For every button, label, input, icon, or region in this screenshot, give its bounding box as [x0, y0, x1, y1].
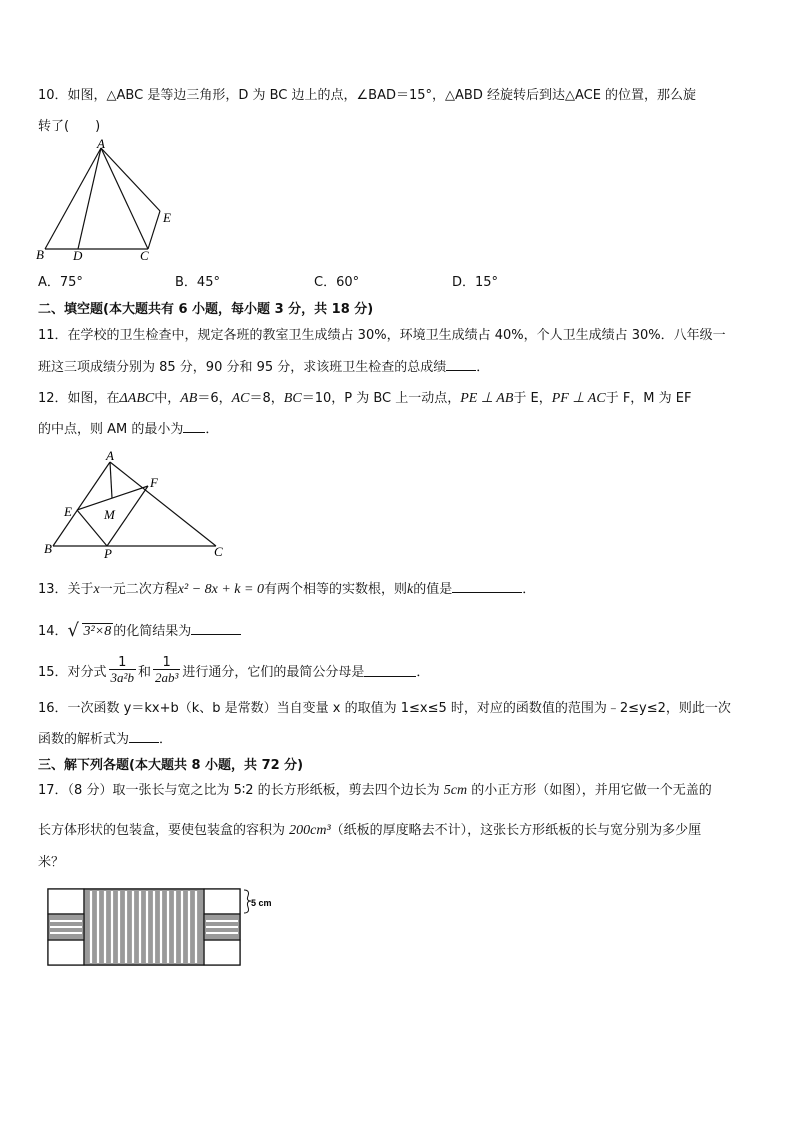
q14-answer-blank[interactable]	[191, 622, 241, 635]
q15-den1: 3a²b	[110, 670, 134, 685]
q17-dimension-label: 5 cm	[251, 898, 272, 908]
q12-t5: ＝6，	[197, 391, 232, 406]
q15-t2: 和	[137, 664, 151, 680]
q16-line2	[38, 728, 172, 747]
section-2-heading: 二、填空题(本大题共有 6 小题，每小题 3 分，共 18 分)	[38, 302, 374, 317]
q12-label-c: C	[214, 544, 223, 559]
q13-line	[38, 578, 535, 598]
section-3-heading: 三、解下列各题(本大题共 8 小题，共 72 分)	[38, 758, 304, 773]
q14-t1: 14．	[38, 624, 68, 639]
q15-answer-blank[interactable]	[364, 664, 416, 677]
q11-line2	[38, 356, 489, 375]
q12-t1: 12．如图，在	[38, 391, 120, 406]
q10-label-d: D	[73, 248, 83, 263]
q12-t7: ＝8，	[249, 391, 284, 406]
q15-fraction-1	[109, 656, 136, 684]
q16-text: 函数的解析式为	[38, 732, 130, 747]
q12-t8: BC	[283, 391, 302, 406]
q13-t5: k	[406, 582, 414, 597]
sqrt-symbol: √ 3²×8	[67, 620, 112, 641]
q12-label-f: F	[150, 475, 158, 490]
q10-label-a: A	[97, 138, 105, 151]
q17-figure	[44, 886, 280, 968]
q12-figure	[36, 448, 236, 563]
q12-label-e: E	[64, 504, 72, 519]
q13-t6: 的值是	[413, 582, 453, 597]
q14-line	[38, 620, 241, 640]
q12-end: ．	[205, 422, 219, 437]
q15-line	[38, 650, 429, 690]
q10-label-e: E	[163, 210, 171, 225]
q16-line1: 16．一次函数 y＝kx+b（k、b 是常数）当自变量 x 的取值为 1≤x≤5 时，对应的函数值的范围为﹣2≤y≤2，则此一次	[38, 701, 731, 716]
q17-cm: 5cm	[443, 783, 468, 798]
q16-answer-blank[interactable]	[129, 730, 159, 743]
q15-num1: 1	[118, 655, 127, 670]
q11-answer-blank[interactable]	[446, 358, 476, 371]
q10-choice-a: A．75°	[38, 275, 83, 290]
q17-line1	[38, 779, 712, 799]
q16-end: ．	[159, 732, 173, 747]
q12-text: 的中点，则 AM 的最小为	[38, 422, 184, 437]
q12-t12: PF ⊥ AC	[551, 391, 606, 406]
q12-t9: ＝10，P 为 BC 上一动点，	[301, 391, 461, 406]
q12-t6: AC	[231, 391, 250, 406]
q15-end: ．	[416, 664, 430, 680]
q10-choice-c: C．60°	[314, 275, 360, 290]
q17-line1a: 17．（8 分）取一张长与宽之比为 5∶2 的长方形纸板，剪去四个边长为	[38, 783, 444, 798]
q17-line3: 米？	[38, 855, 65, 870]
q12-t11: 于 E，	[513, 391, 552, 406]
q13-t2: x	[93, 582, 100, 597]
q10-choice-d: D．15°	[452, 275, 499, 290]
q11-line1: 11．在学校的卫生检查中，规定各班的教室卫生成绩占 30%，环境卫生成绩占 40%，个人卫生成绩占 30%．八年级一	[38, 328, 726, 343]
q12-answer-blank[interactable]	[183, 420, 205, 433]
q12-label-p: P	[104, 546, 112, 561]
q15-t1: 15．对分式	[38, 664, 107, 680]
q12-line2	[38, 418, 218, 437]
q13-end: ．	[522, 582, 536, 597]
q17-line2	[38, 819, 701, 839]
q13-answer-blank[interactable]	[452, 580, 522, 593]
q17-line2b: （纸板的厚度略去不计），这张长方形纸板的长与宽分别为多少厘	[330, 823, 702, 838]
q12-t13: 于 F，M 为 EF	[605, 391, 692, 406]
q13-t4: 有两个相等的实数根，则	[263, 582, 407, 597]
q17-line1b: 的小正方形（如图），并用它做一个无盖的	[467, 783, 712, 798]
q12-t10: PE ⊥ AB	[460, 391, 514, 406]
q15-num2: 1	[162, 655, 171, 670]
q10-figure	[30, 138, 180, 266]
q13-equation: x² − 8x + k = 0	[177, 582, 264, 597]
q14-t2: 的化简结果为	[113, 624, 192, 639]
q12-line1	[38, 387, 691, 407]
q12-label-b: B	[44, 541, 52, 556]
q17-volume: 200cm³	[289, 823, 331, 838]
q12-t3: 中，	[154, 391, 181, 406]
q10-line2: 转了( )	[38, 119, 101, 134]
q15-den2: 2ab³	[154, 670, 179, 685]
q13-t1: 13．关于	[38, 582, 94, 597]
q12-label-m: M	[104, 507, 115, 522]
q15-fraction-2	[153, 656, 180, 684]
q13-t3: 一元二次方程	[99, 582, 178, 597]
q10-label-b: B	[36, 247, 44, 262]
q10-choice-b: B．45°	[175, 275, 220, 290]
q11-text: 班这三项成绩分别为 85 分，90 分和 95 分，求该班卫生检查的总成绩	[38, 360, 447, 375]
q12-t4: AB	[180, 391, 198, 406]
q15-t3: 进行通分，它们的最简公分母是	[182, 664, 365, 680]
q11-end: ．	[476, 360, 490, 375]
q14-radicand: 3²×8	[83, 624, 112, 639]
q10-label-c: C	[140, 248, 149, 263]
q17-line2a: 长方体形状的包装盒，要使包装盒的容积为	[38, 823, 290, 838]
q12-t2: ΔABC	[119, 391, 155, 406]
q12-label-a: A	[106, 448, 114, 463]
q10-line1: 10．如图，△ABC 是等边三角形，D 为 BC 边上的点，∠BAD＝15°，△ABD 经旋转后到达△ACE 的位置，那么旋	[38, 88, 697, 103]
